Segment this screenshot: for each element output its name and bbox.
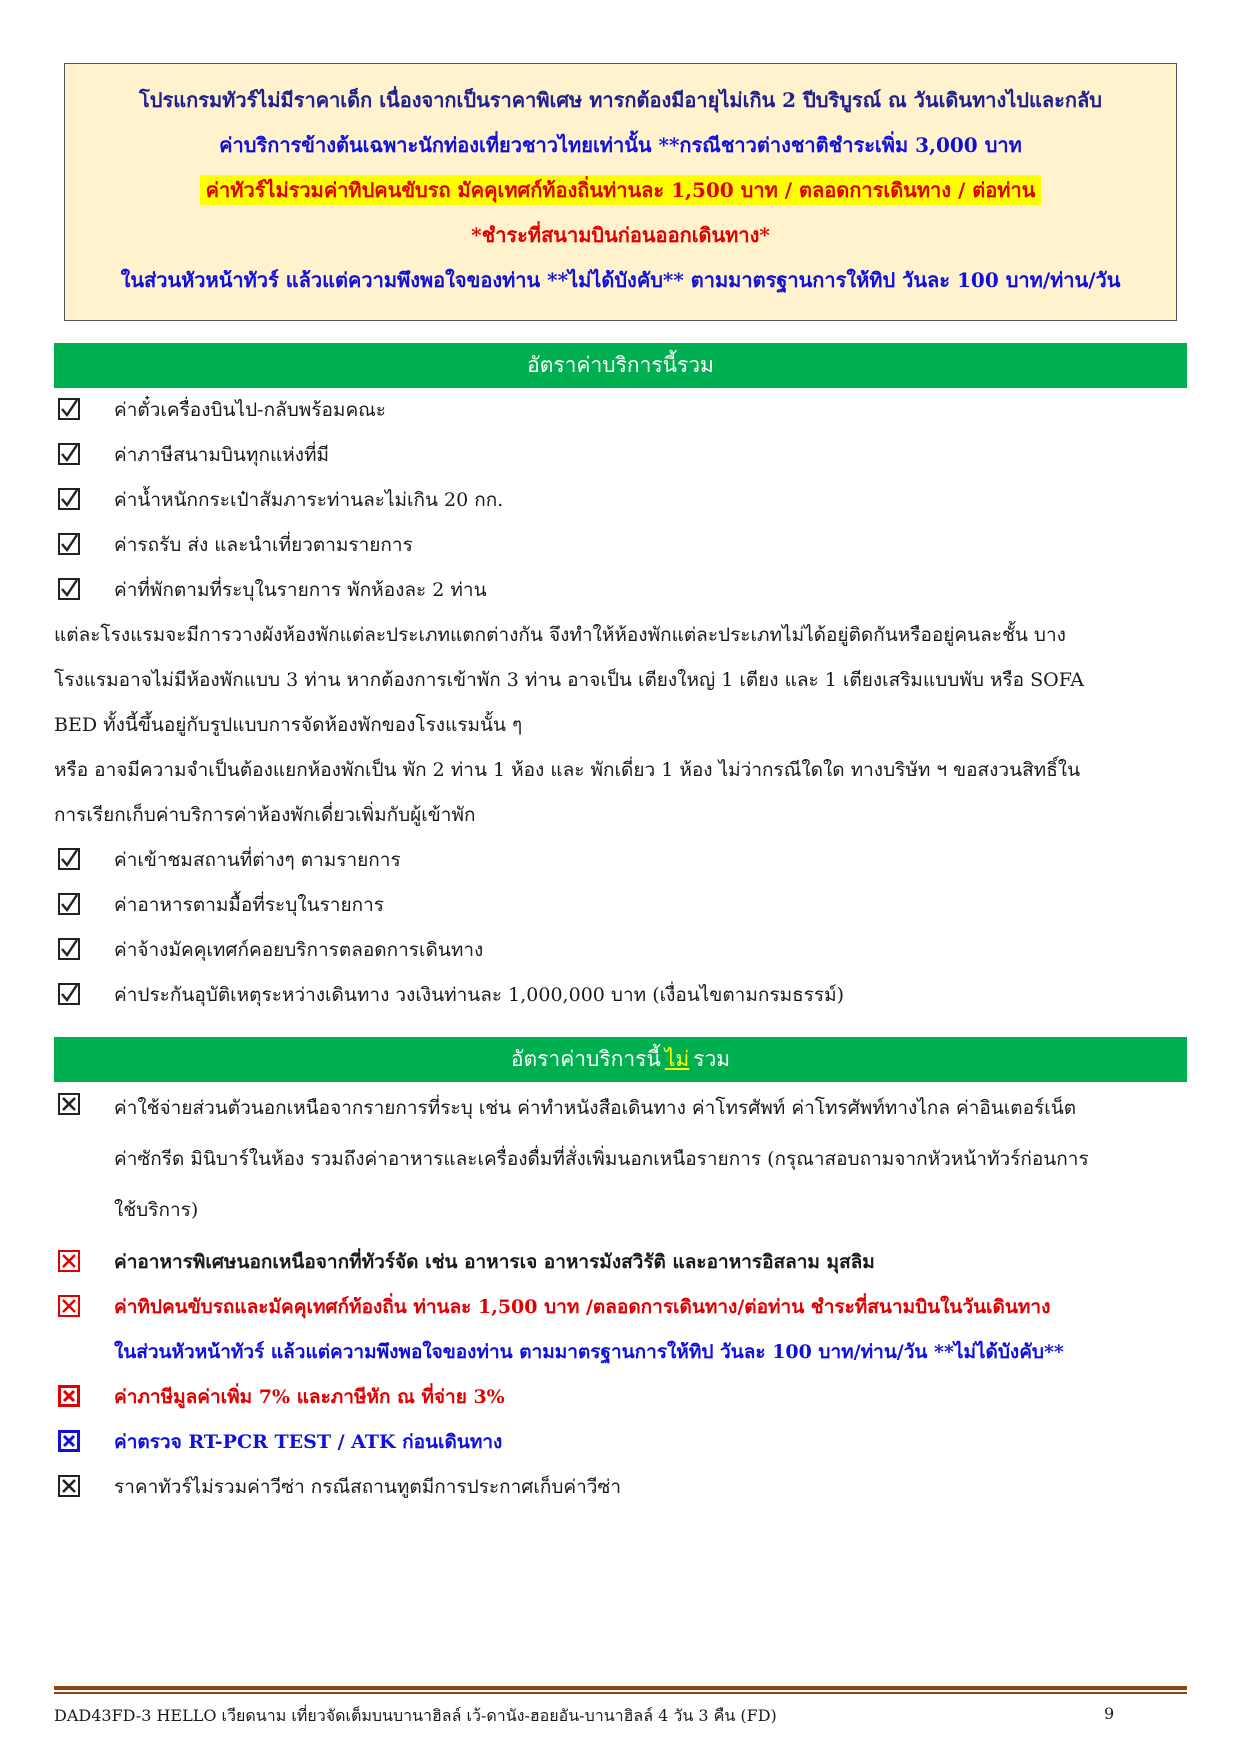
included-header-label: อัตราค่าบริการนี้รวม (527, 353, 714, 377)
included-item (0, 388, 1241, 433)
checkbox-checked-icon (58, 533, 80, 555)
footer-program-title: DAD43FD-3 HELLO เวียดนาม เที่ยวจัดเต็มบนบานาฮิลล์ เว้-ดานัง-ฮอยอัน-บานาฮิลล์ 4 วัน 3 คืน (FD) (54, 1706, 777, 1725)
excluded-header-not: ไม่ (664, 1047, 690, 1071)
excluded-item (0, 1420, 1241, 1465)
excluded-item-label: ใช้บริการ) (114, 1199, 199, 1221)
excluded-item-label: ค่าซักรีด มินิบาร์ในห้อง รวมถึงค่าอาหารและเครื่องดื่มที่สั่งเพิ่มนอกเหนือรายการ (กรุณาสอบถามจากหัวหน้าทัวร์ก่อนการ (114, 1148, 1089, 1170)
excluded-item-label: ค่าทิปคนขับรถและมัคคุเทศก์ท้องถิ่น ท่านละ 1,500 บาท /ตลอดการเดินทาง/ต่อท่าน ชำระที่สนามบินในวันเดินทาง (114, 1296, 1051, 1318)
excluded-item-label: ค่าภาษีมูลค่าเพิ่ม 7% และภาษีหัก ณ ที่จ่าย 3% (114, 1386, 505, 1408)
excluded-item-label: ราคาทัวร์ไม่รวมค่าวีซ่า กรณีสถานทูตมีการประกาศเก็บค่าวีซ่า (114, 1476, 622, 1498)
excluded-item-label: ค่าอาหารพิเศษนอกเหนือจากที่ทัวร์จัด เช่น อาหารเจ อาหารมังสวิรัติ และอาหารอิสลาม มุสลิม (114, 1251, 875, 1273)
included-list-a (0, 388, 1241, 613)
included-item-label: ค่าภาษีสนามบินทุกแห่งที่มี (114, 444, 330, 466)
checkbox-x-icon (58, 1295, 80, 1317)
excluded-item-label: ค่าใช้จ่ายส่วนตัวนอกเหนือจากรายการที่ระบุ เช่น ค่าทำหนังสือเดินทาง ค่าโทรศัพท์ ค่าโทรศัพท์ทางไกล ค่าอินเตอร์เน็ต (114, 1097, 1077, 1119)
included-item-label: ค่าเข้าชมสถานที่ต่างๆ ตามรายการ (114, 849, 401, 871)
hotel-note-line: BED ทั้งนี้ขึ้นอยู่กับรูปแบบการจัดห้องพักของโรงแรมนั้น ๆ (54, 714, 523, 736)
excluded-item-cont (0, 1330, 1241, 1375)
excluded-list (0, 1083, 1241, 1510)
excluded-item (0, 1465, 1241, 1510)
included-item-label: ค่ารถรับ ส่ง และนำเที่ยวตามรายการ (114, 534, 413, 556)
checkbox-checked-icon (58, 938, 80, 960)
checkbox-x-icon (58, 1250, 80, 1272)
checkbox-checked-icon (58, 848, 80, 870)
excluded-header-pre: อัตราค่าบริการนี้ (510, 1047, 661, 1071)
checkbox-x-icon (58, 1475, 80, 1497)
checkbox-x-icon (58, 1385, 80, 1407)
footer-rule-thick (54, 1686, 1187, 1690)
included-list-b (0, 838, 1241, 1018)
hotel-note (0, 613, 1241, 838)
checkbox-x-icon (58, 1430, 80, 1452)
excluded-item (0, 1083, 1241, 1134)
checkbox-checked-icon (58, 398, 80, 420)
included-item (0, 928, 1241, 973)
included-header (54, 343, 1187, 388)
excluded-header (54, 1037, 1187, 1082)
excluded-item-cont (0, 1185, 1241, 1236)
included-item (0, 838, 1241, 883)
notice-line-tour-leader: ในส่วนหัวหน้าทัวร์ แล้วแต่ความพึงพอใจของท่าน **ไม่ได้บังคับ** ตามมาตรฐานการให้ทิป วันละ 100 บาท/ท่าน/วัน (120, 268, 1121, 292)
included-item-label: ค่าที่พักตามที่ระบุในรายการ พักห้องละ 2 ท่าน (114, 579, 487, 601)
checkbox-x-icon (58, 1093, 80, 1115)
included-item-label: ค่าจ้างมัคคุเทศก์คอยบริการตลอดการเดินทาง (114, 939, 484, 961)
notice-line-infant: โปรแกรมทัวร์ไม่มีราคาเด็ก เนื่องจากเป็นราคาพิเศษ ทารกต้องมีอายุไม่เกิน 2 ปีบริบูรณ์ ณ วันเดินทางไปและกลับ (139, 88, 1102, 112)
checkbox-checked-icon (58, 578, 80, 600)
notice-line-pay-airport: *ชำระที่สนามบินก่อนออกเดินทาง* (471, 223, 770, 247)
excluded-item (0, 1375, 1241, 1420)
excluded-item (0, 1285, 1241, 1330)
included-item-label: ค่าประกันอุบัติเหตุระหว่างเดินทาง วงเงินท่านละ 1,000,000 บาท (เงื่อนไขตามกรมธรรม์) (114, 984, 845, 1006)
included-item (0, 523, 1241, 568)
checkbox-checked-icon (58, 488, 80, 510)
checkbox-checked-icon (58, 983, 80, 1005)
hotel-note-line: โรงแรมอาจไม่มีห้องพักแบบ 3 ท่าน หากต้องการเข้าพัก 3 ท่าน อาจเป็น เตียงใหญ่ 1 เตียง และ 1 เตียงเสริมแบบพับ หรือ SOFA (54, 669, 1084, 691)
included-item-label: ค่าตั๋วเครื่องบินไป-กลับพร้อมคณะ (114, 399, 386, 421)
included-item (0, 568, 1241, 613)
included-item (0, 433, 1241, 478)
included-item-label: ค่าอาหารตามมื้อที่ระบุในรายการ (114, 894, 384, 916)
excluded-item-cont (0, 1134, 1241, 1185)
notice-line-foreigner: ค่าบริการข้างต้นเฉพาะนักท่องเที่ยวชาวไทยเท่านั้น **กรณีชาวต่างชาติชำระเพิ่ม 3,000 บาท (219, 133, 1022, 157)
checkbox-checked-icon (58, 443, 80, 465)
hotel-note-line: หรือ อาจมีความจำเป็นต้องแยกห้องพักเป็น พัก 2 ท่าน 1 ห้อง และ พักเดี่ยว 1 ห้อง ไม่ว่ากรณีใดใด ทางบริษัท ฯ ขอสงวนสิทธิ์ใน (54, 759, 1081, 781)
excluded-header-post: รวม (693, 1047, 731, 1071)
checkbox-checked-icon (58, 893, 80, 915)
included-item (0, 883, 1241, 928)
excluded-item-label: ในส่วนหัวหน้าทัวร์ แล้วแต่ความพึงพอใจของท่าน ตามมาตรฐานการให้ทิป วันละ 100 บาท/ท่าน/วัน **ไม่ได้บังคับ** (114, 1341, 1064, 1363)
notice-line-tip-highlight: ค่าทัวร์ไม่รวมค่าทิปคนขับรถ มัคคุเทศก์ท้องถิ่นท่านละ 1,500 บาท / ตลอดการเดินทาง / ต่อท่าน (200, 175, 1042, 205)
footer-rule-thin (54, 1692, 1187, 1694)
included-item-label: ค่าน้ำหนักกระเป๋าสัมภาระท่านละไม่เกิน 20 กก. (114, 489, 504, 511)
included-item (0, 973, 1241, 1018)
excluded-item-label: ค่าตรวจ RT-PCR TEST / ATK ก่อนเดินทาง (114, 1431, 503, 1453)
hotel-note-line: การเรียกเก็บค่าบริการค่าห้องพักเดี่ยวเพิ่มกับผู้เข้าพัก (54, 804, 476, 826)
excluded-item (0, 1240, 1241, 1285)
notice-box (64, 63, 1177, 321)
page-number: 9 (1104, 1704, 1115, 1723)
hotel-note-line: แต่ละโรงแรมจะมีการวางผังห้องพักแต่ละประเภทแตกต่างกัน จึงทำให้ห้องพักแต่ละประเภทไม่ได้อยู่ติดกันหรืออยู่คนละชั้น บาง (54, 624, 1066, 646)
included-item (0, 478, 1241, 523)
